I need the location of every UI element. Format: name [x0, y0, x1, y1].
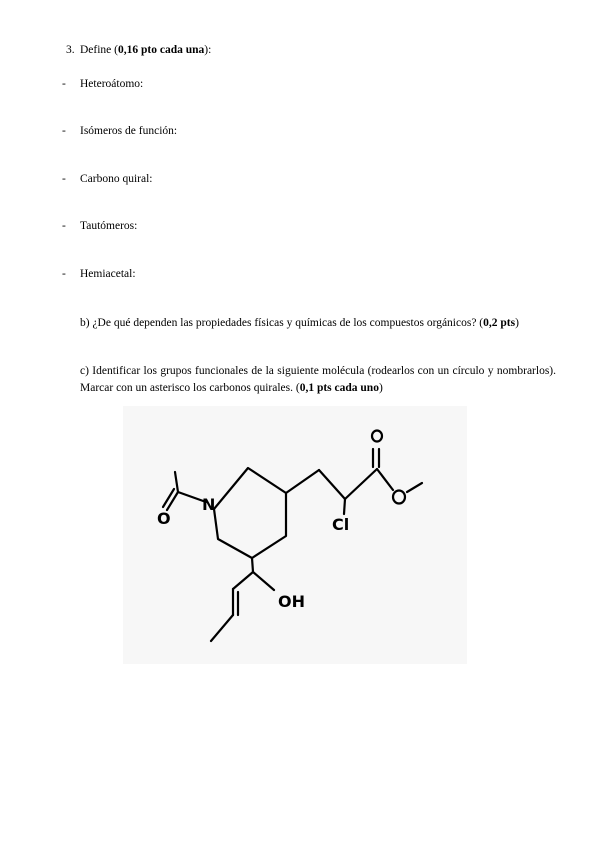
list-item-tautomeros: Tautómeros:	[80, 220, 138, 232]
piperidine-ring	[214, 468, 286, 558]
list-dash: -	[62, 173, 66, 185]
atom-oh: OH	[278, 592, 305, 611]
list-dash: -	[62, 220, 66, 232]
bond-c-o-ester	[377, 469, 393, 490]
list-item-heteroatomo: Heteroátomo:	[80, 78, 144, 90]
question-3-title: Define (0,16 pto cada una):	[80, 44, 212, 56]
bond-chcl-co	[345, 469, 377, 499]
bond-ch-vinyl	[233, 572, 253, 589]
list-dash: -	[62, 78, 66, 90]
bond-terminal-methyl	[211, 615, 233, 641]
bond-acetyl-methyl	[175, 472, 178, 492]
atom-n: N	[202, 495, 216, 514]
oxygen-ring-ester	[393, 491, 405, 504]
atom-cl: Cl	[332, 515, 350, 534]
list-dash: -	[62, 268, 66, 280]
bond-c-cl	[344, 499, 345, 514]
oxygen-ring-carbonyl	[372, 431, 382, 442]
bond-ch2-chcl	[319, 470, 345, 499]
bond-acetyl-co-2	[163, 489, 174, 507]
bond-ring-ch	[252, 558, 253, 572]
molecule-structure	[123, 406, 467, 664]
molecule-figure	[123, 406, 467, 664]
list-item-carbono-quiral: Carbono quiral:	[80, 173, 153, 185]
question-number: 3.	[66, 44, 75, 56]
list-dash: -	[62, 125, 66, 137]
atom-o-acetyl: O	[157, 509, 171, 528]
question-c: c) Identificar los grupos funcionales de la siguiente molécula (rodearlos con un círculo y nombrarlos). Marcar con un asterisco los carbonos quirales. (0,1 pts cada uno)	[80, 365, 556, 394]
bond-ch-oh	[253, 572, 274, 590]
bond-o-methyl	[407, 483, 422, 492]
list-item-isomeros: Isómeros de función:	[80, 125, 178, 137]
list-item-hemiacetal: Hemiacetal:	[80, 268, 136, 280]
question-b: b) ¿De qué dependen las propiedades físicas y químicas de los compuestos orgánicos? (0,2 pts)	[80, 317, 519, 329]
bond-ring-ch2	[286, 470, 319, 493]
bond-acetyl-co-1	[167, 492, 178, 510]
